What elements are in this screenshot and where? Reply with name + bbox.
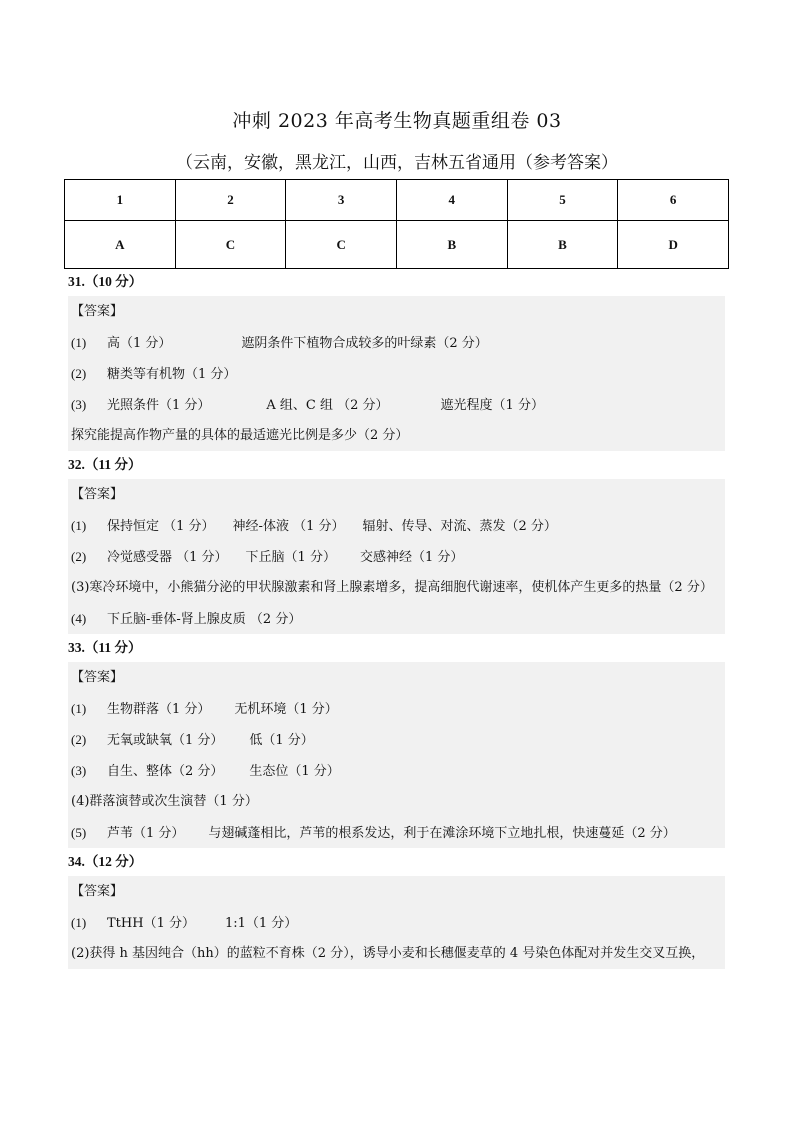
answer-text: 与翅碱蓬相比，芦苇的根系发达，利于在滩涂环境下立地扎根，快速蔓延（2 分） bbox=[208, 826, 676, 841]
answer-text: 生物群落（1 分） bbox=[107, 702, 211, 717]
answer-table-header-row bbox=[65, 180, 729, 221]
answer-line bbox=[68, 572, 725, 603]
answer-table-answer-row bbox=[65, 221, 729, 269]
question-31-heading: 31.（10 分） bbox=[68, 274, 143, 289]
answer-text: 自生、整体（2 分） bbox=[107, 764, 224, 779]
answer-line bbox=[68, 420, 725, 451]
question-33-answer-block bbox=[68, 662, 725, 848]
answer-text: 芦苇（1 分） bbox=[107, 826, 185, 841]
answer-cell: D bbox=[618, 221, 729, 269]
answer-content bbox=[68, 268, 725, 969]
answer-line bbox=[68, 786, 725, 817]
question-number-cell: 1 bbox=[65, 180, 176, 221]
answer-line bbox=[68, 541, 725, 572]
answer-text: 糖类等有机物（1 分） bbox=[107, 367, 237, 382]
answer-text: 探究能提高作物产量的具体的最适遮光比例是多少（2 分） bbox=[71, 428, 409, 443]
item-number: (1) bbox=[71, 335, 87, 350]
answer-text: 低（1 分） bbox=[249, 733, 314, 748]
item-number: (1) bbox=[71, 701, 87, 716]
answer-cell: B bbox=[507, 221, 618, 269]
answer-cell: C bbox=[175, 221, 286, 269]
answer-cell: C bbox=[286, 221, 397, 269]
question-32-answer-block bbox=[68, 479, 725, 634]
answer-text: 生态位（1 分） bbox=[249, 764, 340, 779]
question-number-cell: 3 bbox=[286, 180, 397, 221]
answer-line bbox=[68, 327, 725, 358]
answer-text: 高（1 分） bbox=[107, 336, 172, 351]
answer-line bbox=[68, 724, 725, 755]
answer-label: 【答案】 bbox=[71, 304, 124, 319]
answer-text: 神经-体液 （1 分） bbox=[232, 519, 345, 534]
answer-line bbox=[68, 603, 725, 634]
item-number: (1) bbox=[71, 518, 87, 533]
question-number-cell: 2 bbox=[175, 180, 286, 221]
answer-text: 保持恒定 （1 分） bbox=[107, 519, 215, 534]
answer-text: A 组、C 组 （2 分） bbox=[266, 398, 389, 413]
item-number: (3) bbox=[71, 397, 87, 412]
answer-text: 下丘脑-垂体-肾上腺皮质 （2 分） bbox=[107, 612, 302, 627]
question-number-cell: 4 bbox=[396, 180, 507, 221]
answer-label: 【答案】 bbox=[71, 884, 124, 899]
item-number: (2) bbox=[71, 549, 87, 564]
answer-line bbox=[68, 817, 725, 848]
answer-cell: B bbox=[396, 221, 507, 269]
question-34-answer-block bbox=[68, 876, 725, 969]
answer-label: 【答案】 bbox=[71, 670, 124, 685]
item-number: (5) bbox=[71, 825, 87, 840]
item-number: (2) bbox=[71, 366, 87, 381]
answer-text: (3)寒冷环境中，小熊猫分泌的甲状腺激素和肾上腺素增多，提高细胞代谢速率，使机体产生更多的热量（2 分） bbox=[71, 580, 713, 595]
answer-line bbox=[68, 938, 725, 969]
answer-line bbox=[68, 907, 725, 938]
answer-line bbox=[68, 358, 725, 389]
answer-text: 交感神经（1 分） bbox=[359, 550, 464, 565]
page-title: 冲刺 2023 年高考生物真题重组卷 03 bbox=[232, 110, 562, 132]
answer-line bbox=[68, 389, 725, 420]
item-number: (3) bbox=[71, 763, 87, 778]
answer-cell: A bbox=[65, 221, 176, 269]
answer-line bbox=[68, 510, 725, 541]
question-32-heading: 32.（11 分） bbox=[68, 457, 142, 472]
answer-text: 冷觉感受器 （1 分） bbox=[107, 550, 228, 565]
question-number-cell: 5 bbox=[507, 180, 618, 221]
answer-text: (2)获得 h 基因纯合（hh）的蓝粒不育株（2 分），诱导小麦和长穗偃麦草的 4 号染色体配对并发生交叉互换， bbox=[71, 946, 705, 961]
answer-line bbox=[68, 755, 725, 786]
question-number-cell: 6 bbox=[618, 180, 729, 221]
item-number: (1) bbox=[71, 915, 87, 930]
answer-text: 光照条件（1 分） bbox=[107, 398, 211, 413]
answer-line bbox=[68, 693, 725, 724]
answer-table bbox=[64, 179, 729, 269]
answer-text: 下丘脑（1 分） bbox=[245, 550, 336, 565]
answer-text: 1:1（1 分） bbox=[224, 916, 298, 931]
item-number: (4) bbox=[71, 611, 87, 626]
question-34-heading: 34.（12 分） bbox=[68, 854, 143, 869]
question-33-heading: 33.（11 分） bbox=[68, 640, 142, 655]
answer-text: 辐射、传导、对流、蒸发（2 分） bbox=[362, 519, 557, 534]
item-number: (2) bbox=[71, 732, 87, 747]
page-subtitle: （云南，安徽，黑龙江，山西，吉林五省通用（参考答案） bbox=[176, 153, 618, 173]
answer-text: (4)群落演替或次生演替（1 分） bbox=[71, 794, 258, 809]
answer-text: 无机环境（1 分） bbox=[234, 702, 338, 717]
question-31-answer-block bbox=[68, 296, 725, 451]
answer-label: 【答案】 bbox=[71, 487, 124, 502]
answer-text: 无氧或缺氧（1 分） bbox=[107, 733, 224, 748]
answer-text: 遮光程度（1 分） bbox=[440, 398, 544, 413]
answer-text: 遮阴条件下植物合成较多的叶绿素（2 分） bbox=[241, 336, 488, 351]
answer-text: TtHH（1 分） bbox=[107, 916, 195, 931]
